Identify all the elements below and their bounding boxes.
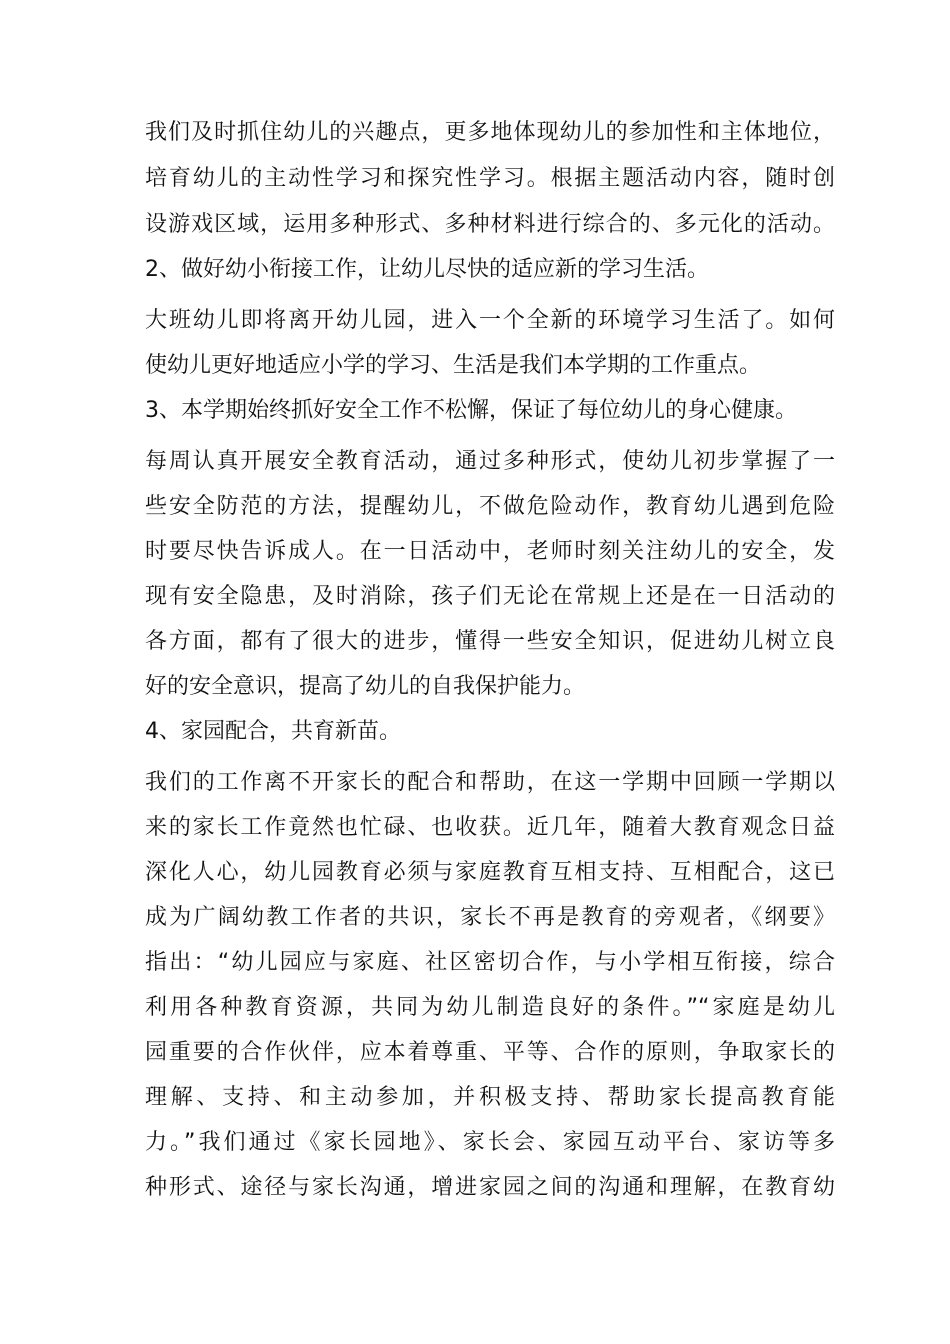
text-line: 大班幼儿即将离开幼儿园，进入一个全新的环境学习生活了。如何	[145, 308, 835, 333]
text-line: 我们及时抓住幼儿的兴趣点，更多地体现幼儿的参加性和主体地位，	[145, 120, 835, 145]
text-line: 利用各种教育资源，共同为幼儿制造良好的条件。”“家庭是幼儿	[145, 995, 835, 1020]
text-line: 力。”我们通过《家长园地》、家长会、家园互动平台、家访等多	[145, 1130, 835, 1155]
section-heading: 4、家园配合，共育新苗。	[145, 719, 401, 744]
text-line: 我们的工作离不开家长的配合和帮助，在这一学期中回顾一学期以	[145, 770, 835, 795]
text-line: 园重要的合作伙伴，应本着尊重、平等、合作的原则，争取家长的	[145, 1040, 835, 1065]
text-line: 来的家长工作竟然也忙碌、也收获。近几年，随着大教育观念日益	[145, 815, 835, 840]
text-line: 使幼儿更好地适应小学的学习、生活是我们本学期的工作重点。	[145, 353, 762, 378]
text-line: 好的安全意识，提高了幼儿的自我保护能力。	[145, 674, 586, 699]
text-line: 现有安全隐患，及时消除，孩子们无论在常规上还是在一日活动的	[145, 584, 835, 609]
section-heading: 2、做好幼小衔接工作，让幼儿尽快的适应新的学习生活。	[145, 257, 709, 282]
text-line: 深化人心，幼儿园教育必须与家庭教育互相支持、互相配合，这已	[145, 860, 835, 885]
text-line: 种形式、途径与家长沟通，增进家园之间的沟通和理解，在教育幼	[145, 1175, 835, 1200]
text-line: 设游戏区域，运用多种形式、多种材料进行综合的、多元化的活动。	[145, 212, 835, 237]
text-line: 指出：“幼儿园应与家庭、社区密切合作，与小学相互衔接，综合	[145, 950, 835, 975]
text-line: 些安全防范的方法，提醒幼儿，不做危险动作，教育幼儿遇到危险	[145, 494, 835, 519]
text-line: 时要尽快告诉成人。在一日活动中，老师时刻关注幼儿的安全，发	[145, 539, 835, 564]
text-line: 成为广阔幼教工作者的共识，家长不再是教育的旁观者，《纲要》	[145, 905, 835, 930]
text-line: 理解、支持、和主动参加，并积极支持、帮助家长提高教育能	[145, 1085, 835, 1110]
text-line: 培育幼儿的主动性学习和探究性学习。根据主题活动内容，随时创	[145, 166, 835, 191]
text-line: 每周认真开展安全教育活动，通过多种形式，使幼儿初步掌握了一	[145, 449, 835, 474]
text-line: 各方面，都有了很大的进步，懂得一些安全知识，促进幼儿树立良	[145, 629, 835, 654]
section-heading: 3、本学期始终抓好安全工作不松懈，保证了每位幼儿的身心健康。	[145, 398, 797, 423]
